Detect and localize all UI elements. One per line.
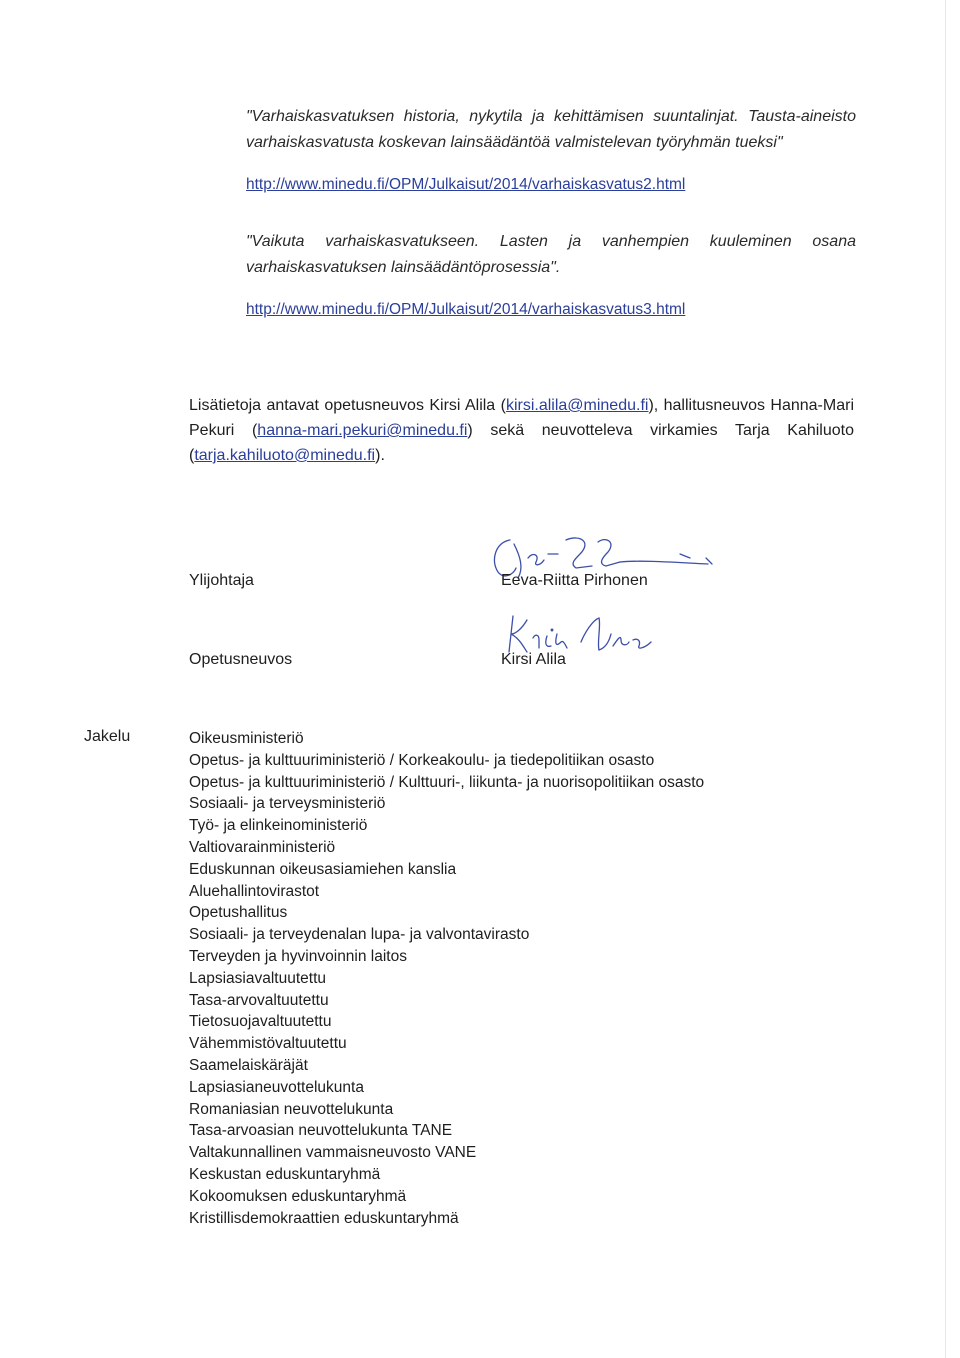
distribution-item: Eduskunnan oikeusasiamiehen kanslia — [189, 860, 457, 878]
handwritten-signature-alila — [505, 612, 675, 656]
distribution-item: Opetus- ja kulttuuriministeriö / Korkeakoulu- ja tiedepolitiikan osasto — [189, 751, 655, 769]
signer-title: Opetusneuvos — [189, 651, 293, 668]
distribution-item: Opetus- ja kulttuuriministeriö / Kulttuuri-, liikunta- ja nuorisopolitiikan osasto — [189, 773, 705, 791]
distribution-item: Kristillisdemokraattien eduskuntaryhmä — [189, 1209, 459, 1227]
distribution-item: Romaniasian neuvottelukunta — [189, 1100, 394, 1118]
contact-end: ). — [375, 447, 385, 464]
distribution-item: Valtiovarainministeriö — [189, 838, 336, 856]
contact-paragraph — [189, 393, 854, 468]
distribution-list — [189, 728, 704, 1229]
distribution-item: Valtakunnallinen vammaisneuvosto VANE — [189, 1144, 477, 1162]
signer-name: Kirsi Alila — [501, 651, 566, 668]
signer-title: Ylijohtaja — [189, 572, 254, 589]
distribution-item: Aluehallintovirastot — [189, 882, 320, 900]
distribution-item: Vähemmistövaltuutettu — [189, 1035, 347, 1053]
distribution-item: Tietosuojavaltuutettu — [189, 1013, 332, 1031]
reference-1 — [246, 104, 856, 198]
distribution-item: Oikeusministeriö — [189, 730, 304, 747]
distribution-item: Saamelaiskäräjät — [189, 1056, 308, 1074]
distribution-item: Sosiaali- ja terveysministeriö — [189, 795, 386, 813]
distribution-item: Lapsiasianeuvottelukunta — [189, 1078, 364, 1096]
contact-mid-1: ), hallitusneuvos Hanna-Mari Pekuri ( — [189, 397, 854, 439]
distribution-item: Työ- ja elinkeinoministeriö — [189, 817, 368, 835]
distribution-item: Terveyden ja hyvinvoinnin laitos — [189, 947, 407, 965]
contact-mid-2: ) sekä neuvotteleva virkamies Tarja Kahiluoto ( — [189, 422, 854, 464]
email-link-hanna-mari-pekuri[interactable]: hanna-mari.pekuri@minedu.fi — [257, 422, 468, 439]
page-edge-divider — [945, 0, 946, 1358]
distribution-item: Tasa-arvovaltuutettu — [189, 991, 329, 1009]
reference-1-link[interactable]: http://www.minedu.fi/OPM/Julkaisut/2014/varhaiskasvatus2.html — [246, 176, 686, 193]
distribution-item: Keskustan eduskuntaryhmä — [189, 1165, 381, 1183]
reference-1-title: "Varhaiskasvatuksen historia, nykytila ja kehittämisen suuntalinjat. Tausta-aineisto varhaiskasvatusta koskevan lainsäädäntöä valmistelevan työryhmän tueksi" — [246, 108, 856, 151]
signer-name: Eeva-Riitta Pirhonen — [501, 572, 648, 589]
contact-intro: Lisätietoja antavat opetusneuvos Kirsi Alila ( — [189, 397, 506, 414]
distribution-item: Sosiaali- ja terveydenalan lupa- ja valvontavirasto — [189, 926, 530, 944]
reference-2 — [246, 229, 856, 323]
distribution-item: Opetushallitus — [189, 904, 288, 922]
reference-2-link[interactable]: http://www.minedu.fi/OPM/Julkaisut/2014/varhaiskasvatus3.html — [246, 301, 686, 318]
distribution-item: Tasa-arvoasian neuvottelukunta TANE — [189, 1122, 453, 1140]
email-link-tarja-kahiluoto[interactable]: tarja.kahiluoto@minedu.fi — [194, 447, 376, 464]
distribution-item: Lapsiasiavaltuutettu — [189, 969, 327, 987]
email-link-kirsi-alila[interactable]: kirsi.alila@minedu.fi — [505, 397, 649, 414]
distribution-item: Kokoomuksen eduskuntaryhmä — [189, 1187, 407, 1205]
reference-2-title: "Vaikuta varhaiskasvatukseen. Lasten ja vanhempien kuuleminen osana varhaiskasvatuksen lainsäädäntöprosessia". — [246, 233, 856, 276]
distribution-label: Jakelu — [84, 728, 131, 745]
